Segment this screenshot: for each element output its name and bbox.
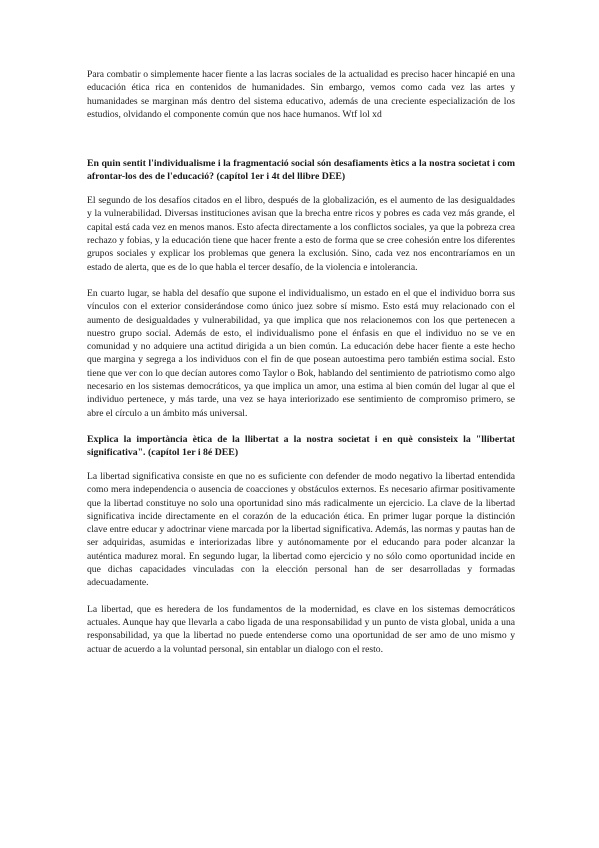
intro-paragraph: Para combatir o simplemente hacer fiente a las lacras sociales de la actualidad es preciso hacer hincapié en una educación ética rica en contenidos de humanidades. Sin embargo, vemos como cada vez las artes y humanidades se marginan más dentro del sistema educativo, además de una creciente especialización de los estudios, olvidando el componente común que nos hace humanos. Wtf lol xd (87, 69, 515, 120)
section-2-paragraph-1: La libertad significativa consiste en que no es suficiente con defender de modo negativo la libertad entendida como mera independencia o ausencia de coacciones y obstáculos externos. Es necesario afirmar positivamente que la libertad constituye no solo una oportunidad sino más radicalmente un ejercicio. La clave de la libertad significativa incide directamente en el corazón de la educación ética. En primer lugar porque la distinción clave entre educar y adoctrinar viene marcada por la libertad significativa. Además, las normas y pautas han de ser adquiridas, asumidas e interiorizadas libre y autónomamente por el educando para poder alcanzar la auténtica madurez moral. En segundo lugar, la libertad como ejercicio y no sólo como oportunidad incide en que dichas capacidades vinculadas con la elección personal han de ser desarrolladas y formadas adecuadamente. (87, 470, 515, 589)
section-1-paragraph-1: El segundo de los desafíos citados en el libro, después de la globalización, es el aumento de las desigualdades y la vulnerabilidad. Diversas instituciones avisan que la brecha entre ricos y pobres es cada vez más grande, el capital está cada vez en menos manos. Esto afecta directamente a los conflictos sociales, ya que la pobreza crea rechazo y fobias, y la educación tiene que hacer frente a esto de forma que se cree cohesión entre los diferentes grupos sociales y explicar los problemas que genera la exclusión. Sino, cada vez nos encontraríamos en un estado de alerta, que es de lo que habla el tercer desafío, de la violencia e intolerancia. (87, 195, 515, 273)
section-1-paragraph-2: En cuarto lugar, se habla del desafío que supone el individualismo, un estado en el que el individuo borra sus vínculos con el exterior considerándose como único juez sobre sí mismo. Esto está muy relacionado con el aumento de desigualdades y vulnerabilidad, ya que implica que nos relacionemos con los que pertenecen a nuestro grupo social. Además de esto, el individualismo pone el énfasis en que el individuo no se ve en comunidad y no adquiere una actitud dirigida a un bien común. La educación debe hacer fiente a este hecho que margina y segrega a los individuos con el fin de que posean autoestima pero también estima social. Esto tiene que ver con lo que decían autores como Taylor o Bok, hablando del sentimiento de patriotismo como algo necesario en los sistemas democráticos, ya que implica un amor, una estima al bien común del lugar al que el individuo pertenece, y más tarde, una vez se haya interiorizado ese sentimiento de compromiso primero, se abre el círculo a un ámbito más universal. (87, 287, 515, 419)
section-1-question: En quin sentit l'individualisme i la fragmentació social són desafiaments ètics a la nostra societat i com afrontar-los des de l'educació? (capítol 1er i 4t del llibre DEE) (87, 158, 515, 183)
section-2-paragraph-2: La libertad, que es heredera de los fundamentos de la modernidad, es clave en los sistemas democráticos actuales. Aunque hay que llevarla a cabo ligada de una responsabilidad y un punto de vista global, unida a una responsabilidad, ya que la libertad no puede entenderse como una oportunidad de ser amo de uno mismo y actuar de acuerdo a la voluntad personal, sin entablar un dialogo con el resto. (87, 603, 515, 655)
section-2-question: Explica la importància ètica de la llibertat a la nostra societat i en què consisteix la "llibertat significativa". (capítol 1er i 8é DEE) (87, 433, 515, 458)
